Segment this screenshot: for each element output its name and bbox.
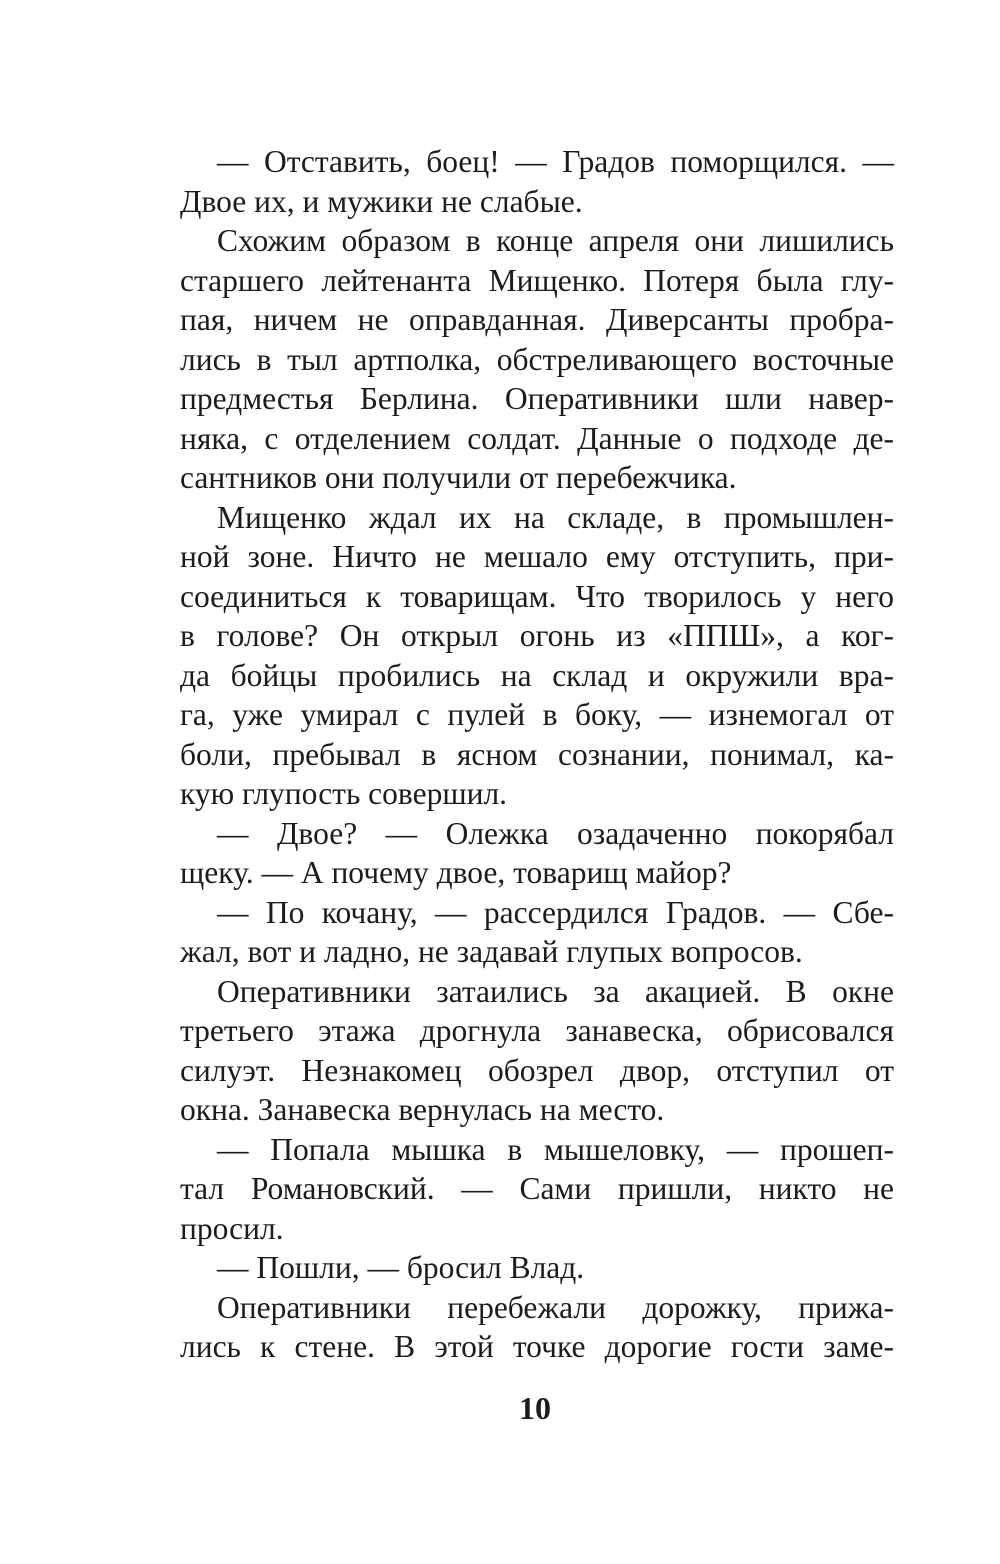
text-line: старшего лейтенанта Мищенко. Потеря была глу- <box>180 262 894 298</box>
text-line: лись к стене. В этой точке дорогие гости заме- <box>180 1329 894 1364</box>
text-line: боли, пребывал в ясном сознании, понимал, ка- <box>180 736 894 772</box>
text-line: жал, вот и ладно, не задавай глупых вопросов. <box>180 934 803 969</box>
text-line: кую глупость совершил. <box>180 776 508 811</box>
text-line: третьего этажа дрогнула занавеска, обрисовался <box>180 1013 894 1048</box>
text-line: — Отставить, боец! — Градов поморщился. — <box>217 144 894 179</box>
text-line: да бойцы пробились на склад и окружили вра- <box>180 657 894 693</box>
text-line: Двое их, и мужики не слабые. <box>180 183 583 219</box>
text-line: соединиться к товарищам. Что творилось у него <box>180 578 894 614</box>
text-line: в голове? Он открыл огонь из «ППШ», а ког- <box>180 618 894 653</box>
text-line: Оперативники затаились за акацией. В окне <box>217 973 894 1009</box>
body-text <box>180 142 894 1367</box>
page-number: 10 <box>519 1390 551 1426</box>
text-line: тал Романовский. — Сами пришли, никто не <box>180 1171 894 1206</box>
text-line: — Двое? — Олежка озадаченно покорябал <box>217 815 894 851</box>
text-line: окна. Занавеска вернулась на место. <box>180 1092 665 1127</box>
text-line: щеку. — А почему двое, товарищ майор? <box>180 855 732 890</box>
text-line: ной зоне. Ничто не мешало ему отступить, при- <box>180 539 894 574</box>
text-line: сантников они получили от перебежчика. <box>180 460 737 495</box>
text-line: Мищенко ждал их на складе, в промышлен- <box>217 499 894 535</box>
text-line: — Попала мышка в мышеловку, — прошеп- <box>217 1131 894 1167</box>
text-line: пая, ничем не оправданная. Диверсанты пробра- <box>180 302 894 337</box>
text-line: просил. <box>180 1210 284 1246</box>
text-line: — Пошли, — бросил Влад. <box>217 1250 585 1285</box>
text-line: га, уже умирал с пулей в боку, — изнемогал от <box>180 697 894 732</box>
text-line: — По кочану, — рассердился Градов. — Сбе- <box>217 894 894 930</box>
text-line: лись в тыл артполка, обстреливающего восточные <box>180 341 894 377</box>
text-line: силуэт. Незнакомец обозрел двор, отступил от <box>180 1052 894 1088</box>
text-line: Оперативники перебежали дорожку, прижа- <box>217 1289 894 1325</box>
text-line: няка, с отделением солдат. Данные о подходе де- <box>180 420 894 456</box>
text-line: Схожим образом в конце апреля они лишились <box>217 223 894 258</box>
text-line: предместья Берлина. Оперативники шли навер- <box>180 381 894 416</box>
